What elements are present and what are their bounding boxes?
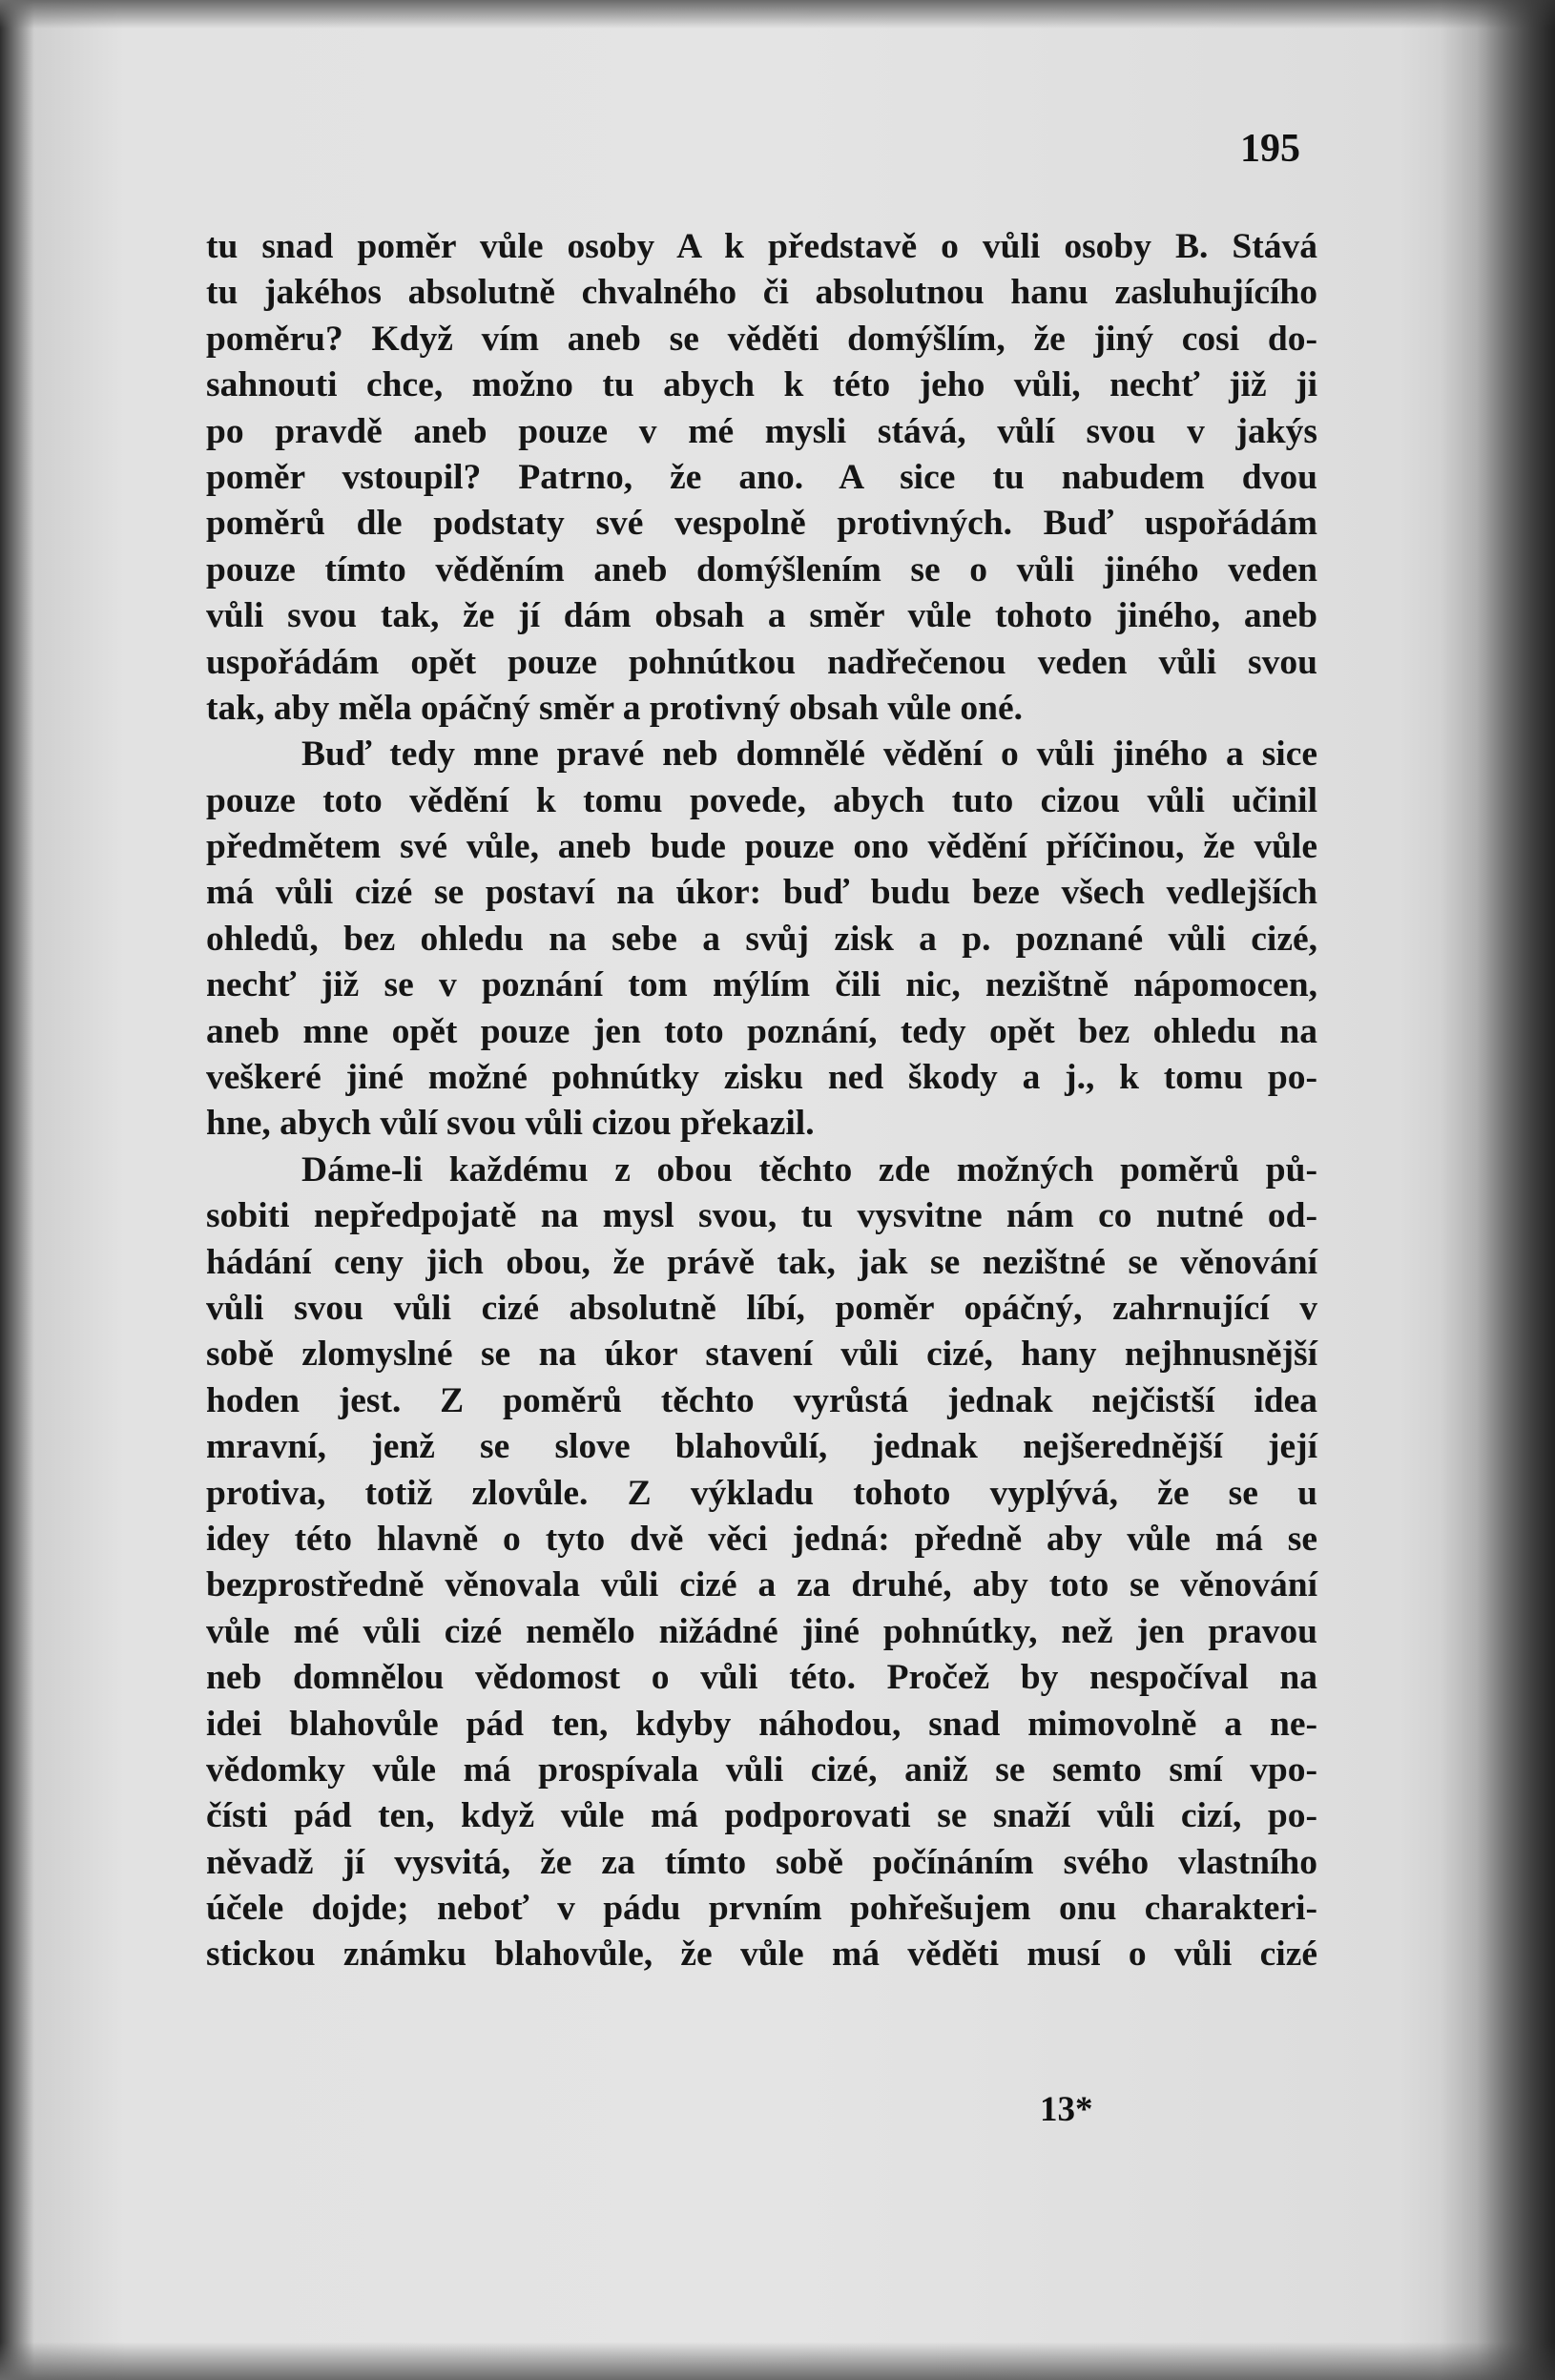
text-line: hoden jest. Z poměrů těchto vyrůstá jednak nejčistší idea: [206, 1380, 1317, 1420]
text-line: vůli svou tak, že jí dám obsah a směr vůle tohoto jiného, aneb: [206, 596, 1317, 636]
text-line: vůle mé vůli cizé nemělo nižádné jiné pohnútky, než jen pravou: [206, 1611, 1317, 1651]
text-line: tu snad poměr vůle osoby A k představě o vůli osoby B. Stává: [206, 227, 1317, 266]
body-text: [206, 224, 1317, 1978]
text-line: bezprostředně věnovala vůli cizé a za druhé, aby toto se věnování: [206, 1565, 1317, 1605]
text-line: protiva, totiž zlovůle. Z výkladu tohoto vyplývá, že se u: [206, 1473, 1317, 1513]
text-line: sobiti nepředpojatě na mysl svou, tu vysvitne nám co nutné od-: [206, 1196, 1317, 1236]
text-line: Buď tedy mne pravé neb domnělé vědění o vůli jiného a sice: [301, 735, 1317, 775]
text-line: uspořádám opět pouze pohnútkou nadřečenou veden vůli svou: [206, 642, 1317, 682]
page-number: 195: [1240, 127, 1300, 171]
text-line: stickou známku blahovůle, že vůle má věděti musí o vůli cizé: [206, 1935, 1317, 1975]
text-line: tak, aby měla opáčný směr a protivný obsah vůle oné.: [206, 688, 1023, 728]
text-line: veškeré jiné možné pohnútky zisku ned škody a j., k tomu po-: [206, 1058, 1317, 1098]
text-line: po pravdě aneb pouze v mé mysli stává, vůlí svou v jakýs: [206, 411, 1317, 451]
signature-mark: 13*: [1040, 2090, 1093, 2129]
text-line: nechť již se v poznání tom mýlím čili nic, nezištně nápomocen,: [206, 965, 1317, 1005]
text-line: předmětem své vůle, aneb bude pouze ono vědění příčinou, že vůle: [206, 827, 1317, 867]
text-line: pouze toto vědění k tomu povede, abych tuto cizou vůli učinil: [206, 780, 1317, 820]
text-line: hne, abych vůlí svou vůli cizou překazil.: [206, 1104, 815, 1144]
text-line: účele dojde; neboť v pádu prvním pohřešujem onu charakteri-: [206, 1889, 1317, 1929]
text-line: sahnouti chce, možno tu abych k této jeho vůli, nechť již ji: [206, 365, 1317, 405]
text-line: něvadž jí vysvitá, že za tímto sobě počínáním svého vlastního: [206, 1842, 1317, 1882]
text-line: hádání ceny jich obou, že právě tak, jak se nezištné se věnování: [206, 1242, 1317, 1282]
text-line: poměru? Když vím aneb se věděti domýšlím, že jiný cosi do-: [206, 319, 1317, 359]
text-line: pouze tímto věděním aneb domýšlením se o vůli jiného veden: [206, 549, 1317, 590]
text-line: má vůli cizé se postaví na úkor: buď budu beze všech vedlejších: [206, 873, 1317, 913]
book-gutter-shadow: [1441, 0, 1555, 2380]
text-line: neb domnělou vědomost o vůli této. Pročež by nespočíval na: [206, 1658, 1317, 1698]
text-line: poměrů dle podstaty své vespolně protivných. Buď uspořádám: [206, 504, 1317, 544]
text-line: čísti pád ten, když vůle má podporovati se snaží vůli cizí, po-: [206, 1796, 1317, 1836]
text-line: aneb mne opět pouze jen toto poznání, tedy opět bez ohledu na: [206, 1011, 1317, 1051]
text-line: vůli svou vůli cizé absolutně líbí, poměr opáčný, zahrnující v: [206, 1288, 1317, 1328]
text-line: poměr vstoupil? Patrno, že ano. A sice tu nabudem dvou: [206, 457, 1317, 497]
text-line: Dáme-li každému z obou těchto zde možných poměrů pů-: [301, 1149, 1317, 1190]
text-line: vědomky vůle má prospívala vůli cizé, aniž se semto smí vpo-: [206, 1749, 1317, 1790]
scan-bottom-edge: [0, 2342, 1555, 2380]
text-line: tu jakéhos absolutně chvalného či absolutnou hanu zasluhujícího: [206, 273, 1317, 313]
text-line: mravní, jenž se slove blahovůlí, jednak nejšerednější její: [206, 1427, 1317, 1467]
text-line: sobě zlomyslné se na úkor stavení vůli cizé, hany nejhnusnější: [206, 1335, 1317, 1375]
text-line: ohledů, bez ohledu na sebe a svůj zisk a p. poznané vůli cizé,: [206, 919, 1317, 959]
scan-top-edge: [0, 0, 1555, 29]
text-line: idey této hlavně o tyto dvě věci jedná: předně aby vůle má se: [206, 1519, 1317, 1559]
text-line: idei blahovůle pád ten, kdyby náhodou, snad mimovolně a ne-: [206, 1704, 1317, 1744]
